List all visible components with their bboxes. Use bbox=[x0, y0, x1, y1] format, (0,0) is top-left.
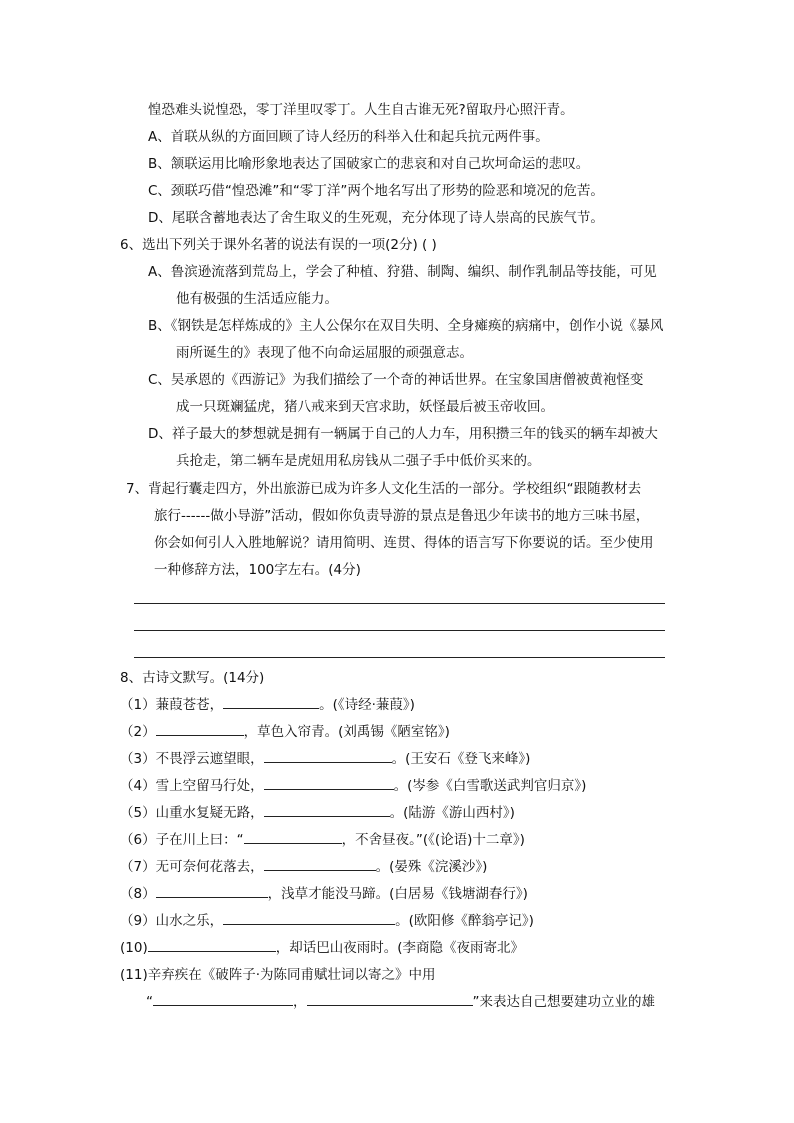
fill-blank[interactable] bbox=[153, 993, 293, 1006]
q5-option-d: D、尾联含蓄地表达了舍生取义的生死观，充分体现了诗人崇高的民族气节。 bbox=[148, 210, 604, 226]
item-text-before: （7）无可奈何花落去， bbox=[120, 859, 264, 875]
fill-blank[interactable] bbox=[264, 804, 390, 817]
fill-blank[interactable] bbox=[264, 750, 392, 763]
q6-option-d-line2: 兵抢走，第二辆车是虎妞用私房钱从二强子手中低价买来的。 bbox=[176, 453, 541, 469]
q5-option-a: A、首联从纵的方面回顾了诗人经历的科举入仕和起兵抗元两件事。 bbox=[148, 129, 549, 145]
answer-line-2[interactable] bbox=[134, 630, 665, 631]
close-text: ”来表达自己想要建功立业的雄 bbox=[472, 994, 655, 1010]
q8-item-7 bbox=[120, 858, 487, 876]
item-text-before: （4）雪上空留马行处， bbox=[120, 778, 264, 794]
q8-item-1 bbox=[120, 696, 415, 714]
q7-line-4: 一种修辞方法，100字左右。(4分) bbox=[154, 562, 361, 578]
fill-blank[interactable] bbox=[148, 939, 276, 952]
fill-blank[interactable] bbox=[244, 831, 342, 844]
q8-item-6 bbox=[120, 831, 525, 849]
q7-line-3: 你会如何引人入胜地解说？请用简明、连贯、得体的语言写下你要说的话。至少使用 bbox=[154, 535, 654, 551]
q8-item-5 bbox=[120, 804, 515, 822]
item-text-after: 。(岑参《白雪歌送武判官归京》) bbox=[393, 778, 587, 794]
q6-option-c-line2: 成一只斑斓猛虎，猪八戒来到天宫求助，妖怪最后被玉帝收回。 bbox=[176, 399, 554, 415]
item-text-before: (10) bbox=[120, 940, 148, 956]
q8-item-8 bbox=[120, 885, 528, 903]
q8-stem: 8、古诗文默写。(14分) bbox=[120, 670, 265, 686]
item-text-before: （6）子在川上曰：“ bbox=[120, 832, 244, 848]
q8-item-11-blanks bbox=[146, 993, 655, 1011]
q6-option-b-line1: B、《钢铁是怎样炼成的》主人公保尔在双目失明、全身瘫痪的病痛中，创作小说《暴风 bbox=[148, 318, 664, 334]
q8-item-3 bbox=[120, 750, 530, 768]
answer-line-1[interactable] bbox=[134, 603, 665, 604]
item-text-after: ，不舍昼夜。”(《(论语)十二章》) bbox=[341, 832, 525, 848]
q6-option-a-line1: A、鲁滨逊流落到荒岛上，学会了种植、狩猎、制陶、编织、制作乳制品等技能，可见 bbox=[148, 264, 657, 280]
fill-blank[interactable] bbox=[156, 885, 268, 898]
item-text-after: 。(陆游《游山西村》) bbox=[389, 805, 515, 821]
item-text-before: （9）山水之乐， bbox=[120, 913, 224, 929]
item-text-after: 。(晏殊《浣溪沙》) bbox=[375, 859, 488, 875]
fill-blank[interactable] bbox=[223, 696, 319, 709]
item-text-before: （5）山重水复疑无路， bbox=[120, 805, 264, 821]
item-text-before: （2） bbox=[120, 724, 156, 740]
fill-blank[interactable] bbox=[156, 723, 244, 736]
q6-option-d-line1: D、祥子最大的梦想就是拥有一辆属于自己的人力车，用积攒三年的钱买的辆车却被大 bbox=[148, 426, 658, 442]
item-text-after: 。(王安石《登飞来峰》) bbox=[391, 751, 531, 767]
q8-item-2 bbox=[120, 723, 450, 741]
item-text-before: （3）不畏浮云遮望眼， bbox=[120, 751, 264, 767]
item-text-after: 。(欧阳修《醉翁亭记》) bbox=[395, 913, 534, 929]
q6-stem: 6、选出下列关于课外名著的说法有误的一项(2分) ( ) bbox=[120, 237, 437, 253]
item-text-before: （8） bbox=[120, 886, 156, 902]
item-text-before: （1）蒹葭苍苍， bbox=[120, 697, 224, 713]
item-text-after: ，却话巴山夜雨时。(李商隐《夜雨寄北》 bbox=[275, 940, 524, 956]
q7-line-2: 旅行------做小导游”活动，假如你负责导游的景点是鲁迅少年读书的地方三味书屋， bbox=[154, 508, 650, 524]
q8-item-9 bbox=[120, 912, 534, 930]
item-text-after: ，草色入帘青。(刘禹锡《陋室铭》) bbox=[243, 724, 450, 740]
q6-option-c-line1: C、吴承恩的《西游记》为我们描绘了一个奇的神话世界。在宝象国唐僧被黄袍怪变 bbox=[148, 372, 644, 388]
open-quote: “ bbox=[146, 994, 153, 1010]
fill-blank[interactable] bbox=[264, 858, 376, 871]
q7-line-1: 7、背起行囊走四方，外出旅游已成为许多人文化生活的一部分。学校组织“跟随教材去 bbox=[126, 481, 642, 497]
q5-poem-tail: 惶恐难头说惶恐，零丁洋里叹零丁。人生自古谁无死?留取丹心照汗青。 bbox=[148, 102, 574, 118]
answer-line-3[interactable] bbox=[134, 657, 665, 658]
fill-blank[interactable] bbox=[264, 777, 394, 790]
q8-item-4 bbox=[120, 777, 586, 795]
item-text-after: 。(《诗经·蒹葭》) bbox=[319, 697, 415, 713]
q6-option-a-line2: 他有极强的生活适应能力。 bbox=[176, 291, 338, 307]
q8-item-11-stem: (11)辛弃疾在《破阵子·为陈同甫赋壮词以寄之》中用 bbox=[120, 967, 436, 983]
fill-blank[interactable] bbox=[223, 912, 395, 925]
item-text-after: ，浅草才能没马蹄。(白居易《钱塘湖春行》) bbox=[267, 886, 528, 902]
comma: ， bbox=[293, 994, 307, 1010]
q5-option-c: C、颈联巧借“惶恐滩”和“零丁洋”两个地名写出了形势的险恶和境况的危苦。 bbox=[148, 183, 604, 199]
fill-blank[interactable] bbox=[307, 993, 473, 1006]
q5-option-b: B、颔联运用比喻形象地表达了国破家亡的悲哀和对自己坎坷命运的悲叹。 bbox=[148, 156, 590, 172]
q8-item-10 bbox=[120, 939, 524, 957]
q6-option-b-line2: 雨所诞生的》表现了他不向命运屈服的顽强意志。 bbox=[176, 345, 473, 361]
